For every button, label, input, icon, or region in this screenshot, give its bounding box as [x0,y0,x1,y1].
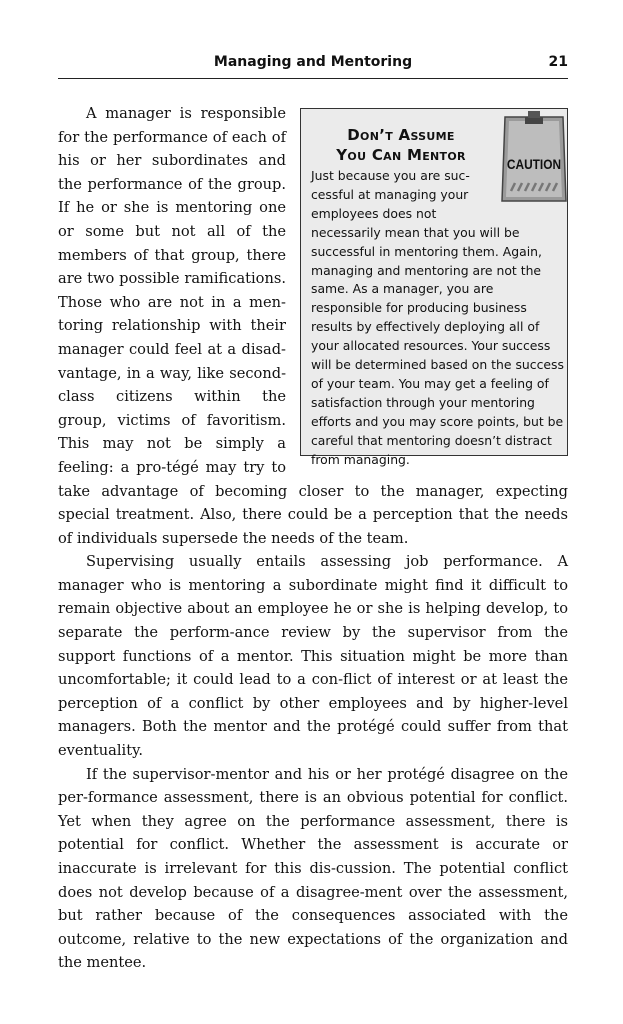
sidebar-title-line1: Don’t Assume [347,126,455,144]
paragraph-2: Supervising usually entails assessing job performance. A manager who is mentoring a subordinate might find it difficult to remain objective about an employee he or she is helping develop, to separate the perform-ance review by the supervisor from the support functions of a mentor. This situation might be more than uncomfortable; it could lead to a con-flict of interest or at least the perception of a conflict by other employees and by higher-level managers. Both the mentor and the protégé could suffer from that eventuality. [58,553,568,760]
sidebar-title-line2: You Can Mentor [336,146,466,164]
sign-wrap-spacer [497,167,567,207]
caution-sidebar [300,108,568,467]
paragraph-3: If the supervisor-mentor and his or her protégé disagree on the per-formance assessment, there is an obvious potential for conflict. Yet when they agree on the performance assessment, there is potential for conflict. Whether the assessment is accurate or inaccurate is irrelevant for this dis-cussion. The potential conflict does not develop because of a disagree-ment over the assessment, but rather because of the consequences associated with the outcome, relative to the new expectations of the organization and the mentee. [58,765,568,972]
caution-sign-label: CAUTION [506,156,562,173]
page-number: 21 [548,54,568,70]
page-header [58,52,568,79]
paragraph-1: A manager is responsible for the performance of each of his or her subordinates and the performance of the group. If he or she is mentoring one or some but not all of the members of that group, there are two possible ramifications. Those who are not in a men-toring relationship with their manager could feel at a disad-vantage, in a way, like second-class citizens within the group, victims of favoritism. This may not be simply a feeling: a pro-tégé may try to take advantage of becoming closer to the manager, expecting special treatment. Also, there could be a perception that the needs of individuals supersede the needs of the team. [58,105,568,547]
sidebar-body: Just because you are suc-cessful at managing your employees does not necessarily mean that you will be successful in mentoring them. Again, managing and mentoring are not the same. As a manager, you are responsible for producing business results by effectively deploying all of your allocated resources. Your success will be determined based on the success of your team. You may get a feeling of satisfaction through your mentoring efforts and you may score points, but be careful that mentoring doesn’t distract from managing. [311,168,564,467]
sidebar-title [315,125,487,165]
sidebar-text [311,167,567,470]
body-text [58,102,568,975]
running-title: Managing and Mentoring [213,54,413,70]
